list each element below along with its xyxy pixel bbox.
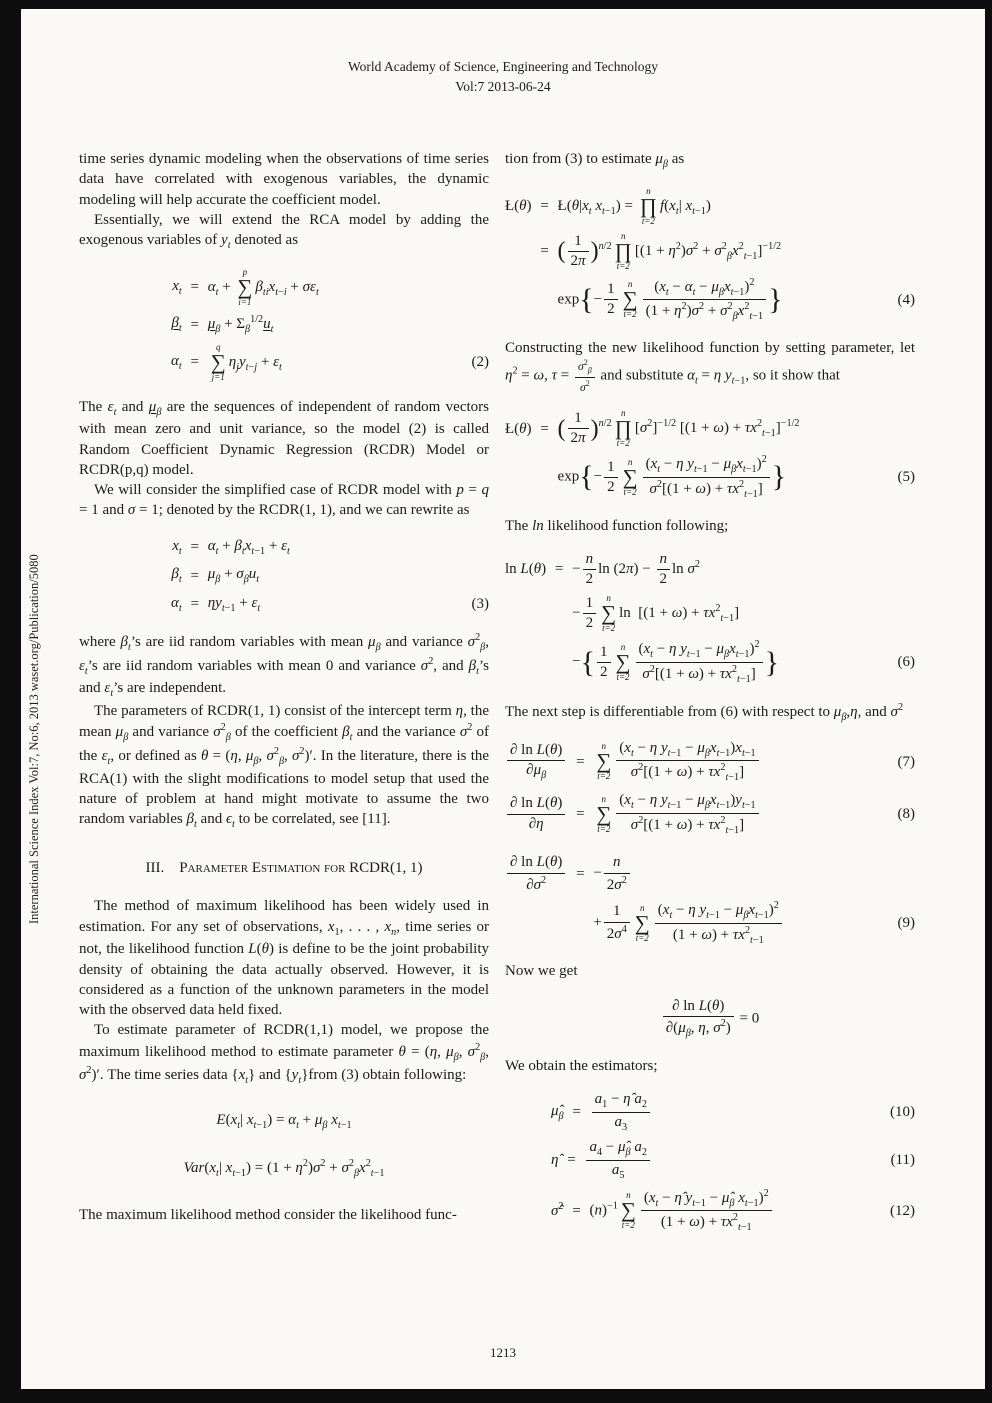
equation-12: σ̂$^2$ = $(n)^{-1}$ n ∑ t=2 $\frac{(x_t - \etâ y_{t-1} - \mû_\beta x_{t-1})^2}{(1 + \omega) + \tau x^2_{t-1}}$ (12)	[551, 1187, 915, 1234]
paragraph: To estimate parameter of RCDR(1,1) model, we propose the maximum likelihood method to estimate parameter θ = (η, $\mu_\beta$, $\sigma^2_\beta$, $\sigma^2)'$. The time series data $\{x_t\}$ and $\{y_t\}from$ (3) obtain following:	[79, 1022, 489, 1087]
sidebar-citation-text: International Science Index Vol:7, No:6, 2013 waset.org/Publication/5080	[27, 554, 41, 924]
paragraph: We will consider the simplified case of RCDR model with p = q = 1 and σ = 1; denoted by the RCDR(1, 1), and we can rewrite as	[79, 482, 489, 519]
paragraph: where $\beta_t’s$ are iid random variables with mean $\mu_\beta$ and variance $\sigma^2_\beta$, $\varepsilon_t’s$ are iid random variables with mean 0 and variance $\sigma^2$, and $\beta_t’s$ and $\varepsilon_t’s$ are independent.	[79, 631, 489, 700]
left-column	[79, 149, 489, 1225]
paragraph: time series dynamic modeling when the observations of time series data have correlated with exogenous variables, the dynamic modeling will help accurate the coefficient model.	[79, 151, 489, 208]
equation-8: $\frac{\text{∂ ln L(θ)}}{\partial\eta}$ = n ∑ t=2 ($x_t - \eta$ $y_{t-1} - \mu_\beta x_{t-1})y_{t-1}$ $\sigma^2[(1 + \omega) + \tau x^2_{t-1}]$ (8)	[505, 789, 915, 839]
equation-11: η̂ = $\frac{a_4 - \mû_\beta a_2}{a_5}$ (11)	[551, 1139, 915, 1181]
paragraph: tion from (3) to estimate $\mu_\beta$ as	[505, 151, 685, 170]
equation-score-zero: $\frac{\text{∂ ln L(θ)}}{\partial(\mu_\beta, \eta, \sigma^2)}$ = 0	[505, 998, 915, 1040]
paragraph: The next step is differentiable from (6) with respect to $\mu_\beta,\eta$, and $\sigma^2$	[505, 701, 904, 723]
paragraph: Now we get	[505, 963, 578, 980]
right-column	[505, 149, 915, 1249]
equation-2: $x_t$ = $\alpha_t$ + p ∑ i=1 $\beta_{ti}x_{t-i} + \sigma\varepsilon_t$ $\beta_t$ = $\mu_\beta + \Sigma_\beta^{1/2}u_t$ $\alpha_t$ = q ∑ j=1 $\eta_jy_{t-j} + \varepsilon_t$ (2)	[171, 266, 489, 382]
equation-conditional-variance: $Var(x_t|$ $x_{t-1}) = (1 + \eta^2)\sigma^2 + \sigma^2_\beta x^2_{t-1}$	[183, 1158, 385, 1179]
equation-5: Ł(θ) = ( $\frac{1}{2\pi}$ )$^{n/2}$ n ∏ t=2 $[\sigma^2]^{-1/2}$ $[(1 + \omega) + \tau x^2_{t-1}]^{-1/2}$ exp{− $\frac{1}{2}$ n ∑ t=2 ($x_t - \eta$ $y_{t-1} - \mu_\beta x_{t-1})^2$ $\sigma^2[(1 + \omega) + \tau x^2_{t-1}]$ } (5)	[505, 408, 915, 500]
equation-3: $x_t$ = $\alpha_t + \beta_tx_{t-1} + \varepsilon_t$ $\beta_t$ = $\mu_\beta + \sigma_\beta u_t$ $\alpha_t$ = $\eta y_{t-1} + \varepsilon_t$ (3)	[171, 537, 489, 615]
equation-9: $\frac{\text{∂ ln L(θ)}}{\partial\sigma^2}$ = − $\frac{n}{2\sigma^2}$ + $\frac{1}{2\sigma^4}$ n ∑ t=2 ($x_t - \eta$ $y_{t-1} - \mu_\beta x_{t-1})^2$ $(1 + \omega) + \tau x^2_{t-1}$ (9)	[505, 851, 915, 949]
paper-page	[21, 9, 985, 1389]
paragraph: Constructing the new likelihood function by setting parameter, let $\eta^2 = \omega$, τ = $\frac{\sigma^2_\beta}{\sigma^2}$ and substitute $\alpha_t = \eta$ $y_{t-1}$, so it show that	[505, 340, 915, 394]
paragraph: The parameters of RCDR(1, 1) consist of the intercept term η, the mean $\mu_\beta$ and variance $\sigma^2_\beta$ of the coefficient $\beta_t$ and the variance $\sigma^2$ of the $\varepsilon_t$, or defined as θ = (η, $\mu_\beta$, $\sigma^2_\beta$, $\sigma^2)'$. In the literature, there is the RCA(1) with the slight modifications to model setup that used the nature of problem at hand might motivate to assume the two random variables $\beta_t$ and $\epsilon_t$ to be correlated, see [11].	[79, 703, 490, 831]
equation-7: $\frac{\text{∂ ln L(θ)}}{\partial\mu_\beta}$ = n ∑ t=2 ($x_t - \eta$ $y_{t-1} - \mu_\beta x_{t-1})x_{t-1}$ $\sigma^2[(1 + \omega) + \tau x^2_{t-1}]$ (7)	[505, 737, 915, 787]
journal-name: World Academy of Science, Engineering and Technology	[348, 59, 658, 74]
journal-header	[21, 57, 985, 98]
paragraph: The maximum likelihood method consider the likelihood func-	[79, 1206, 457, 1223]
paragraph: The $\varepsilon_t$ and $\mu_\beta$ are the sequences of independent of random vectors with mean zero and unit variance, so the model (2) is called Random Coefficient Dynamic Regression (RCDR) Model or RCDR(p,q) model.	[79, 398, 489, 478]
page-number: 1213	[490, 1345, 516, 1360]
paragraph: The ln likelihood function following;	[505, 517, 729, 534]
paragraph: We obtain the estimators;	[505, 1057, 658, 1074]
equation-conditional-expectation: $E(x_t|$ $x_{t-1}) = \alpha_t + \mu_\beta$ $x_{t-1}$	[216, 1112, 352, 1132]
section-heading-parameter-estimation: III. Parameter Estimation for RCDR(1, 1)	[145, 860, 423, 877]
equation-6: ln L(θ) = − $\frac{n}{2}$ ln (2π) − $\frac{n}{2}$ $\ln \sigma^2$ − $\frac{1}{2}$ n ∑ t=2 ln $[(1 + \omega) + \tau x^2_{t-1}]$ −{ $\frac{1}{2}$ n ∑ t=2 ($x_t - \eta$ $y_{t-1} - \mu_\beta x_{t-1})^2$ $\sigma^2[(1 + \omega) + \tau x^2_{t-1}]$ } (6)	[505, 550, 915, 686]
paragraph: The method of maximum likelihood has been widely used in estimation. For any set of observations, $x_1$, . . . , $x_n$, time series or not, the likelihood function L(θ) is define to be the joint probability density of obtaining the data actually observed. However, it is considered as a function of the unknown parameters in the model with the observed data held fixed.	[79, 898, 490, 1019]
paragraph: Essentially, we will extend the RCA model by adding the exogenous variables of $y_t$ denoted as	[79, 211, 489, 251]
journal-volume-date: Vol:7 2013-06-24	[455, 79, 551, 95]
equation-10: $\mû_\beta$ = $\frac{a_1 - \etâ a_2}{a_3}$ (10)	[551, 1090, 915, 1133]
equation-4: Ł(θ) = $Ł(\theta|x_t$ $x_{t-1}$) = n ∏ t=2 $f(x_t|$ $x_{t-1}$) = ( $\frac{1}{2\pi}$ )$^{n/2}$ n ∏ t=2 $[(1 + \eta^2)\sigma^2 + \sigma^2_\beta x^2_{t-1}]^{-1/2}$ exp{− $\frac{1}{2}$ n ∑ t=2 $(x_t - \alpha_t - \mu_\beta x_{t-1})^2$ $(1 + \eta^2)\sigma^2 + \sigma^2_\beta x^2_{t-1}$ } (4)	[505, 185, 915, 323]
